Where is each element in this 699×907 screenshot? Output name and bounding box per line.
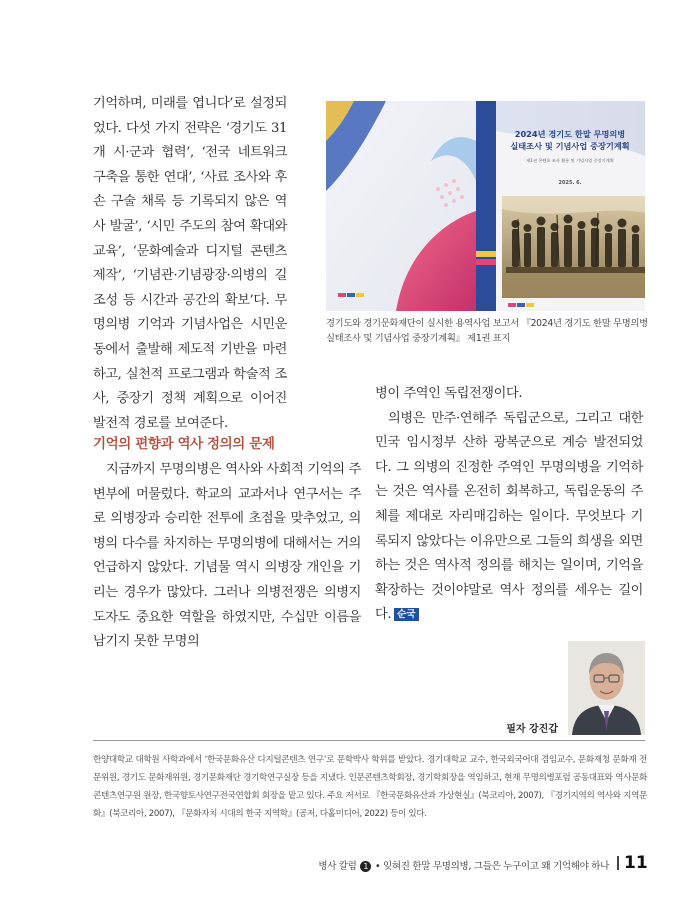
back-cover-logo bbox=[338, 293, 364, 297]
cover-date: 2025. 6. bbox=[558, 180, 582, 186]
author-name: 필자 강진갑 bbox=[506, 724, 558, 735]
article-paragraph-left-bottom bbox=[93, 458, 361, 655]
report-cover-image bbox=[326, 101, 645, 311]
page-number: 11 bbox=[624, 853, 648, 873]
footer-series-number: 1 bbox=[360, 861, 371, 872]
report-cover-illustration bbox=[326, 101, 645, 311]
section-heading: 기억의 편향과 역사 정의의 문제 bbox=[93, 436, 275, 452]
paragraph-text: 병이 주역인 독립전쟁이다. bbox=[375, 386, 523, 401]
paragraph-text: 지금까지 무명의병은 역사와 사회적 기억의 주변부에 머물렀다. 학교의 교과서나 연구서는 주로 의병장과 승리한 전투에 초점을 맞추었고, 의병의 다수를 차지하는 무명의병에 대해서는 거의 언급하지 않았다. 기념물 역시 의병장 개인을 기리는 경우가 많았다. 그러나 의병전쟁은 의병지도자도 중요한 역할을 하였지만, 수십만 이름을 남기지 못한 무명의 bbox=[93, 462, 361, 650]
article-paragraph-left-top bbox=[93, 92, 287, 436]
author-bio: 한양대학교 대학원 사학과에서 ‘한국문화유산 디지털콘텐츠 연구’로 문학박사 학위를 받았다. 경기대학교 교수, 한국외국어대 겸임교수, 문화재청 문화재 전문위원, 경기도 문화재위원, 경기문화재단 경기학연구실장 등을 지냈다. 인문콘텐츠학회장, 경기학회장을 역임하고, 현재 무명의병포럼 공동대표와 역사문화콘텐츠연구원 원장, 한국향토사연구전국연합회 회장을 맡고 있다. 주요 저서로 『한국문화유산과 가상현실』(북코리아, 2007), 『경기지역의 역사와 지역문화』(북코리아, 2007), 『문화자치 시대의 한국 지역학』(공저, 다홀미디어, 2022) 등이 있다. bbox=[93, 755, 647, 819]
divider bbox=[93, 740, 645, 741]
article-column-right bbox=[375, 382, 643, 628]
cover-subtitle: 제1권 콘텐츠 조사 활용 및 기념사업 중장기계획 bbox=[526, 158, 614, 163]
author-portrait bbox=[568, 641, 645, 735]
end-mark: 순국 bbox=[394, 608, 418, 621]
paragraph-text bbox=[375, 407, 643, 628]
front-cover-logo bbox=[508, 303, 534, 307]
footer-separator bbox=[617, 856, 619, 870]
paragraph-body: 의병은 만주·연해주 독립군으로, 그리고 대한민국 임시정부 산하 광복군으로 계승 발전되었다. 그 의병의 진정한 주역인 무명의병을 기억하는 것은 역사를 온전히 회복하고, 독립운동의 주체를 제대로 자리매김하는 일이다. 무엇보다 기록되지 않았다는 이유만으로 그들의 희생을 외면하는 것은 역사적 정의를 해치는 일이며, 기억을 확장하는 것이야말로 역사 정의를 세우는 길이다. bbox=[375, 410, 643, 623]
cover-title-line2: 실태조사 및 기념사업 중장기계획 bbox=[510, 141, 630, 151]
book-spine bbox=[476, 101, 496, 311]
footer-title: • 잊혀진 한말 무명의병, 그들은 누구이고 왜 기억해야 하나 bbox=[375, 861, 609, 872]
author-photo bbox=[568, 641, 645, 735]
figure-caption: 경기도와 경기문화재단이 실시한 용역사업 보고서 『2024년 경기도 한말 무명의병 실태조사 및 기념사업 중장기계획』 제1권 표지 bbox=[326, 318, 648, 344]
footer-series: 병사 칼럼 bbox=[318, 861, 357, 872]
cover-title-line1: 2024년 경기도 한말 무명의병 bbox=[514, 129, 626, 139]
paragraph-text: 기억하며, 미래를 엽니다’로 설정되었다. 다섯 가지 전략은 ‘경기도 31개 시·군과 협력’, ‘전국 네트워크 구축을 통한 연대’, ‘사료 조사와 후손 구술 채록 등 기록되지 않은 역사 발굴’, ‘시민 주도의 참여 확대와 교육’, ‘문화예술과 디지털 콘텐츠 제작’, ‘기념관·기념광장·의병의 길 조성 등 시간과 공간의 확보’다. 무명의병 기억과 기념사업은 시민운동에서 출발해 제도적 기반을 마련하고, 실천적 프로그램과 학술적 조사, 중장기 정책 계획으로 이어진 발전적 경로를 보여준다. bbox=[93, 96, 287, 431]
running-footer bbox=[318, 858, 609, 872]
